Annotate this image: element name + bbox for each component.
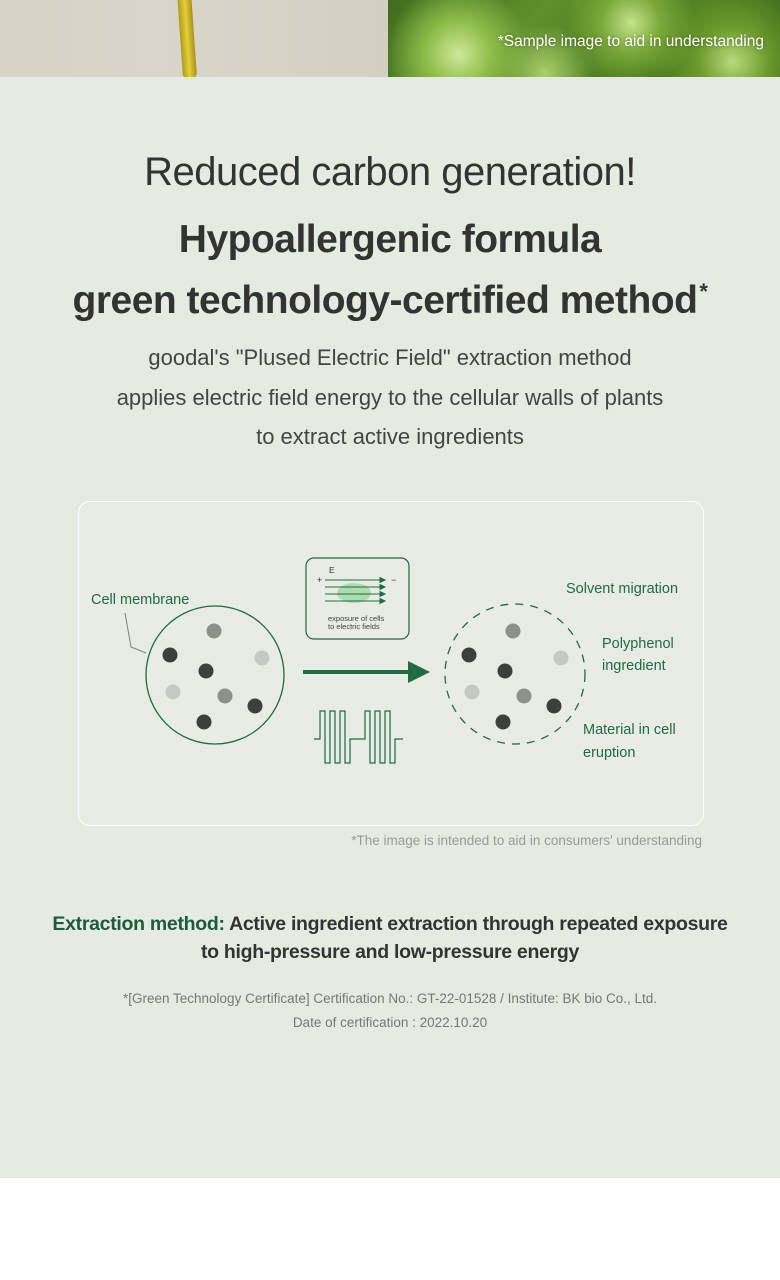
cell-dot [255, 651, 270, 666]
pef-extraction-diagram [78, 501, 704, 827]
certificate-date: Date of certification : 2022.10.20 [292, 1015, 488, 1030]
green-droplets-image [388, 0, 780, 77]
field-minus-sign: − [391, 575, 397, 585]
field-caption-line-2: to electric fields [328, 622, 380, 631]
field-symbol-e: E [329, 565, 335, 575]
cell-dot [218, 689, 233, 704]
page-title [0, 214, 780, 327]
extraction-method [0, 910, 780, 966]
field-plus-sign: + [317, 575, 323, 585]
plant-stalk-image [0, 0, 388, 77]
cell-dot [163, 648, 178, 663]
extraction-line-1 [0, 910, 780, 938]
certificate-number: *[Green Technology Certificate] Certification No.: GT-22-01528 / Institute: BK bio Co., Ltd. [122, 991, 658, 1006]
description-line-3: to extract active ingredients [256, 424, 524, 449]
material-label-line-1: Material in cell [583, 722, 676, 738]
title-line-2-text: green technology-certified method [72, 279, 698, 322]
erupted-cell-dot [547, 699, 562, 714]
top-image-strip [0, 0, 780, 77]
cell-dot [199, 664, 214, 679]
page-bottom-blank [0, 1178, 780, 1280]
erupted-cell-dot [506, 624, 521, 639]
solvent-migration-label: Solvent migration [566, 581, 679, 597]
field-caption-line-1: exposure of cells [328, 614, 385, 623]
cell-dot [197, 715, 212, 730]
headline: Reduced carbon generation! [144, 150, 636, 194]
cell-dot [207, 624, 222, 639]
erupted-cell-dot [462, 648, 477, 663]
process-arrow-head [408, 661, 430, 683]
erupted-cell-dot [465, 685, 480, 700]
material-label-line-2: eruption [583, 745, 636, 761]
sample-image-caption: *Sample image to aid in understanding [497, 33, 764, 50]
diagram-disclaimer: *The image is intended to aid in consumers' understanding [351, 833, 702, 848]
description-line-1: goodal's "Plused Electric Field" extraction method [148, 345, 632, 370]
extraction-text-1: Active ingredient extraction through repeated exposure [229, 913, 728, 935]
cell-dot [248, 699, 263, 714]
title-footnote-mark: * [699, 279, 708, 304]
title-line-1: Hypoallergenic formula [178, 218, 602, 261]
description-line-2: applies electric field energy to the cellular walls of plants [116, 384, 664, 410]
extraction-label: Extraction method: [52, 913, 225, 935]
cell-membrane-label: Cell membrane [91, 592, 190, 608]
pulse-waveform [314, 711, 403, 763]
cell-dot [166, 685, 181, 700]
erupted-cell-dot [554, 651, 569, 666]
cell-membrane-leader [125, 613, 146, 653]
erupted-cell-dot [498, 664, 513, 679]
description [0, 338, 780, 457]
field-cell-highlight [337, 583, 371, 603]
extraction-line-2: to high-pressure and low-pressure energy [200, 941, 580, 963]
stalk-shape [177, 0, 197, 77]
polyphenol-label-line-1: Polyphenol [602, 636, 674, 652]
erupted-cell-dot [496, 715, 511, 730]
title-line-2 [0, 266, 780, 327]
erupted-cell-dot [517, 689, 532, 704]
certificate-info [0, 987, 780, 1035]
polyphenol-label-line-2: ingredient [602, 658, 666, 674]
